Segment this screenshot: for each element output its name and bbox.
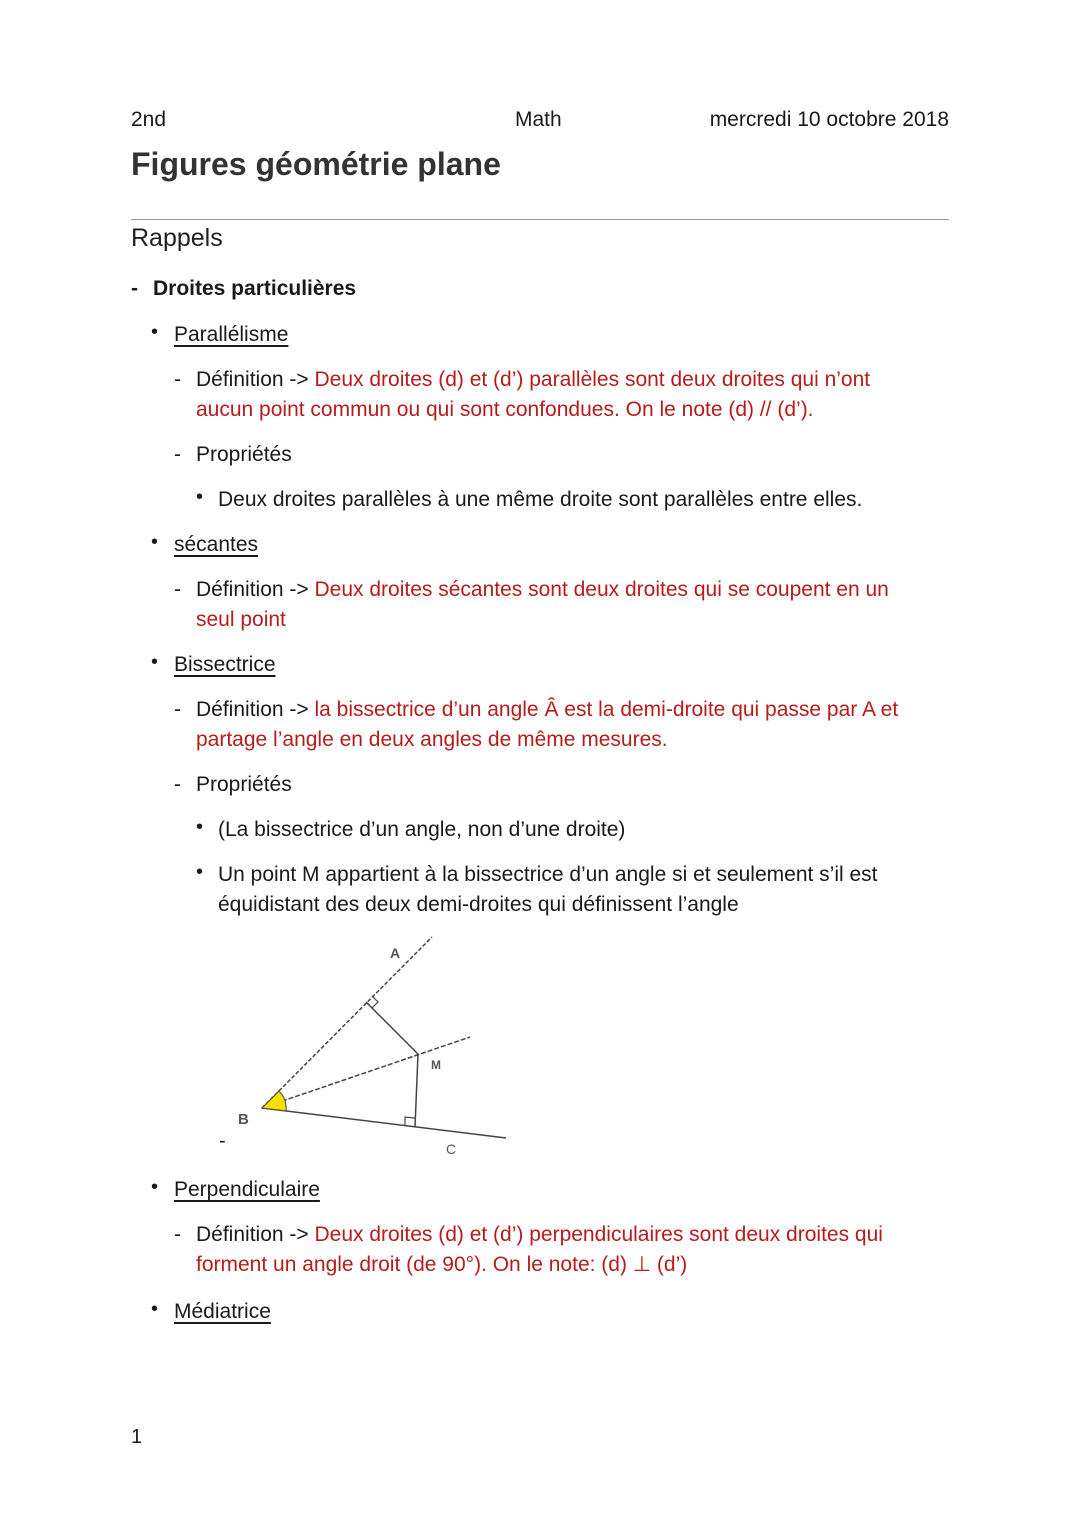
definition-prefix: Définition ->: [196, 1223, 309, 1246]
definition-line: [196, 1220, 883, 1250]
definition-text: seul point: [196, 608, 286, 631]
angle-sector: [262, 1091, 286, 1111]
definition-text: aucun point commun ou qui sont confondues. On le note (d) // (d’).: [196, 398, 814, 421]
property-text: équidistant des deux demi-droites qui définissent l’angle: [218, 893, 739, 916]
topic-perpendiculaire: Perpendiculaire: [174, 1178, 320, 1201]
label-c: C: [446, 1141, 457, 1157]
bullet: •: [196, 861, 204, 883]
dash-marker: -: [174, 443, 181, 466]
properties-label: Propriétés: [196, 773, 292, 796]
ray-bc: [262, 1108, 506, 1138]
definition-text: Deux droites (d) et (d’) perpendiculaires sont deux droites qui: [314, 1223, 883, 1246]
perpendicular-to-bc: [415, 1054, 418, 1127]
perpendicular-to-ba: [366, 1002, 418, 1054]
bullet: •: [151, 1176, 159, 1198]
bisector-line: [262, 1037, 470, 1108]
sub-heading: Droites particulières: [153, 277, 357, 300]
definition-prefix: Définition ->: [196, 578, 309, 601]
topic-secantes: sécantes: [174, 533, 259, 556]
definition-text: partage l’angle en deux angles de même mesures.: [196, 728, 668, 751]
dash-marker: -: [174, 368, 181, 391]
section-heading: Rappels: [131, 224, 223, 252]
property-text: Deux droites parallèles à une même droite sont parallèles entre elles.: [218, 488, 863, 511]
definition-prefix: Définition ->: [196, 368, 309, 391]
right-angle-mark-a: [372, 996, 378, 1008]
definition-text: Deux droites (d) et (d’) parallèles sont deux droites qui n’ont: [314, 368, 871, 391]
bullet: •: [151, 321, 159, 343]
property-text: (La bissectrice d’un angle, non d’une droite): [218, 818, 626, 841]
dash-marker: -: [174, 578, 181, 601]
dash-marker: -: [131, 277, 138, 300]
right-angle-mark-c: [405, 1117, 415, 1126]
bullet: •: [151, 1298, 159, 1320]
dash-marker: -: [174, 1223, 181, 1246]
bullet: •: [196, 816, 204, 838]
topic-parallelisme: Parallélisme: [174, 323, 289, 346]
definition-text: forment un angle droit (de 90°). On le note: (d) ⊥ (d’): [196, 1253, 688, 1276]
bullet: •: [151, 531, 159, 553]
properties-label: Propriétés: [196, 443, 292, 466]
definition-text: Deux droites sécantes sont deux droites qui se coupent en un: [314, 578, 889, 601]
label-b: B: [238, 1111, 249, 1128]
header-date: mercredi 10 octobre 2018: [709, 108, 949, 131]
page-title: Figures géométrie plane: [131, 146, 501, 182]
ray-ba: [262, 937, 432, 1108]
topic-mediatrice: Médiatrice: [174, 1300, 271, 1323]
definition-text: la bissectrice d’un angle Â est la demi-droite qui passe par A et: [314, 698, 899, 721]
property-text: Un point M appartient à la bissectrice d’un angle si et seulement s’il est: [218, 863, 878, 886]
label-a: A: [390, 945, 401, 961]
dash-marker: -: [174, 698, 181, 721]
header-class: 2nd: [131, 108, 167, 131]
header-subject: Math: [515, 108, 562, 131]
bullet: •: [151, 651, 159, 673]
dash-marker: -: [174, 773, 181, 796]
stray-dash: -: [219, 1130, 226, 1152]
topic-bissectrice: Bissectrice: [174, 653, 276, 676]
label-m: M: [431, 1058, 441, 1072]
page-number: 1: [131, 1426, 143, 1448]
definition-prefix: Définition ->: [196, 698, 309, 721]
bullet: •: [196, 486, 204, 508]
